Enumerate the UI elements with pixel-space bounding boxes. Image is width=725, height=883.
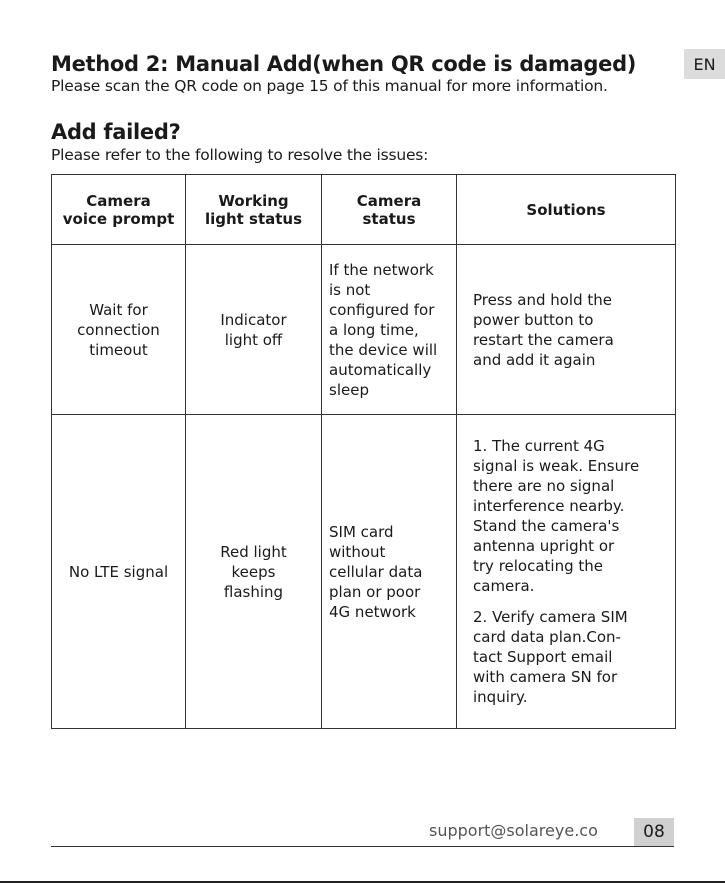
- add-failed-title: Add failed?: [51, 120, 181, 144]
- cell-voice-prompt: No LTE signal: [52, 415, 186, 729]
- page-number: 08: [634, 818, 674, 846]
- troubleshooting-table: [51, 174, 676, 729]
- language-badge: EN: [684, 49, 725, 79]
- cell-light-status: Red light keeps flashing: [186, 415, 322, 729]
- cell-camera-status: If the network is not configured for a long time, the device will automatically sleep: [322, 245, 457, 415]
- table-header-row: [52, 175, 676, 245]
- add-failed-text: Please refer to the following to resolve the issues:: [51, 146, 429, 164]
- header-voice-prompt: Camera voice prompt: [52, 175, 186, 245]
- table-row: [52, 245, 676, 415]
- method-text: Please scan the QR code on page 15 of this manual for more information.: [51, 77, 608, 95]
- table-row: [52, 415, 676, 729]
- header-solutions: Solutions: [457, 175, 676, 245]
- header-camera-status: Camera status: [322, 175, 457, 245]
- support-email: support@solareye.co: [429, 821, 598, 840]
- footer-divider: [51, 846, 674, 847]
- header-light-status: Working light status: [186, 175, 322, 245]
- cell-solutions: Press and hold the power button to restart the camera and add it again: [457, 245, 676, 415]
- cell-solutions: 1. The current 4G signal is weak. Ensure there are no signal interference nearby. Stand the camera's antenna upright or try relocating the camera. 2. Verify camera SIM card data plan.Con- tact Support email with camera SN for inquiry.: [457, 415, 676, 729]
- cell-camera-status: SIM card without cellular data plan or poor 4G network: [322, 415, 457, 729]
- cell-light-status: Indicator light off: [186, 245, 322, 415]
- cell-voice-prompt: Wait for connection timeout: [52, 245, 186, 415]
- method-title: Method 2: Manual Add(when QR code is damaged): [51, 52, 637, 76]
